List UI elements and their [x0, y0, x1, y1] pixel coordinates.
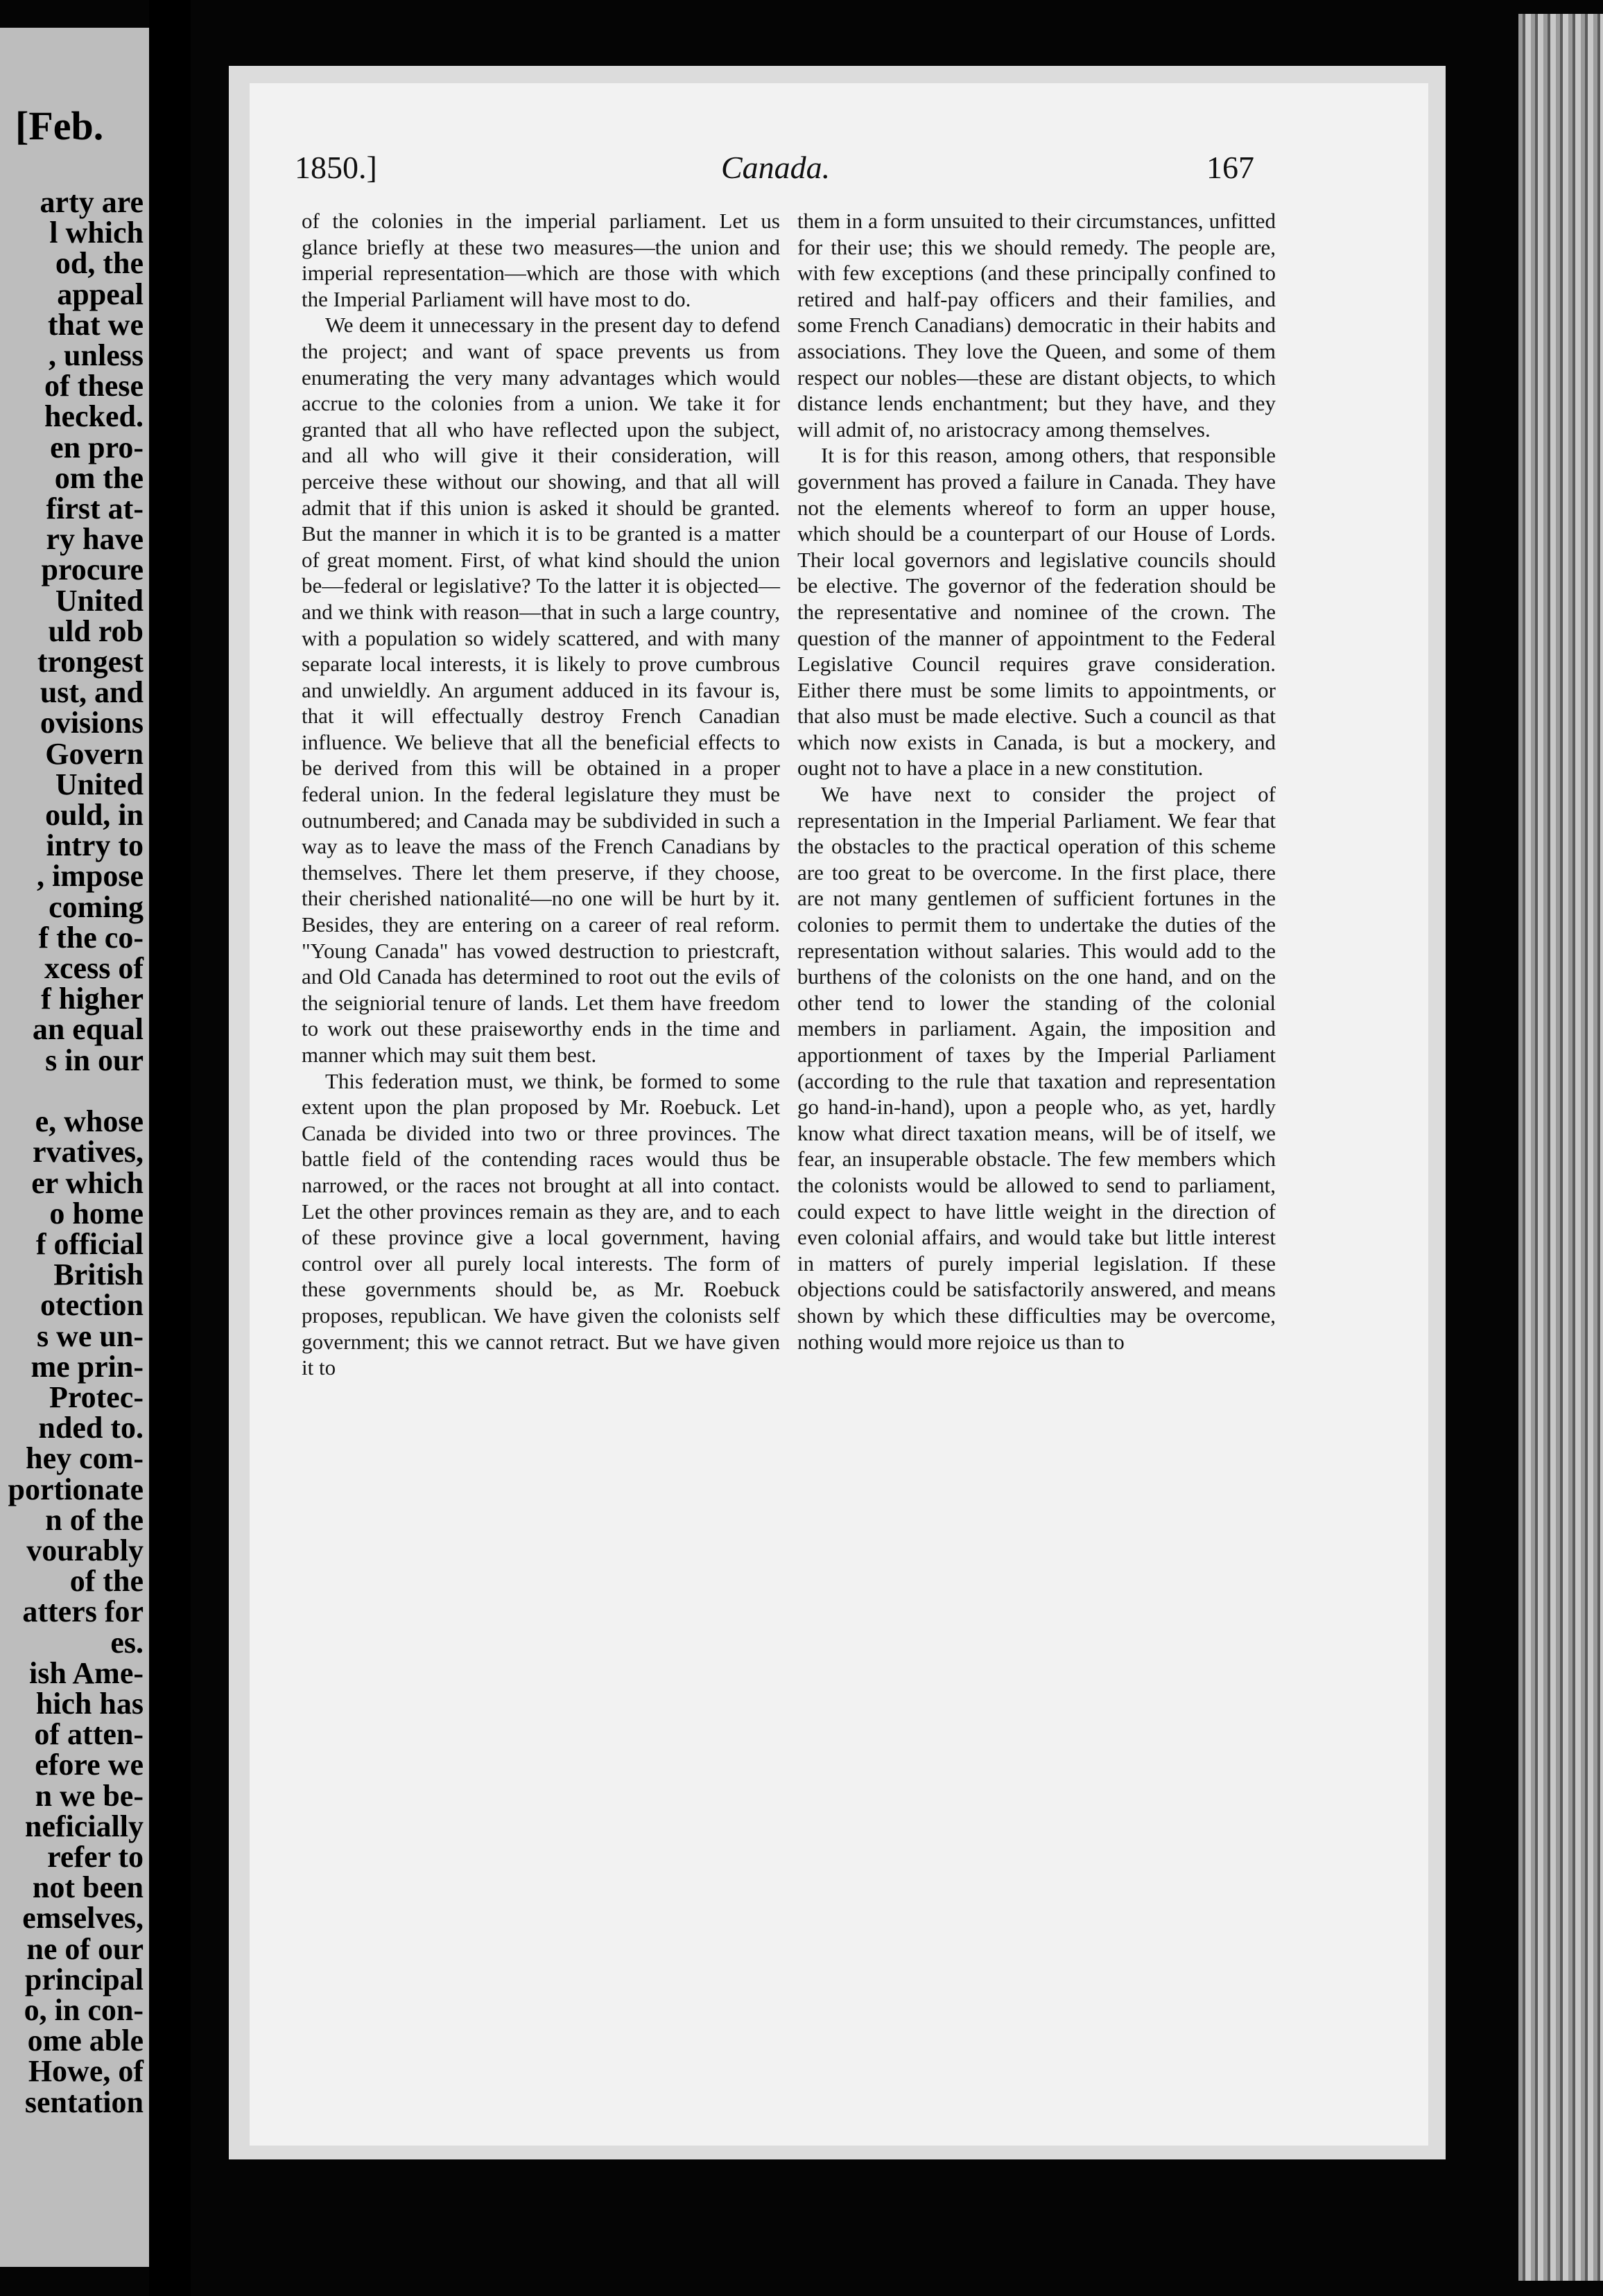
facing-page-line — [8, 1076, 144, 1106]
facing-page-line: s in our — [45, 1043, 144, 1077]
facing-page-line: procure — [41, 553, 144, 587]
text-column-left — [302, 208, 780, 1381]
paragraph: This federation must, we think, be formed to some extent upon the plan proposed by Mr. Roebuck. Let Canada be divided into two or three provinces. The battle field of the contending races would thus be narrowed, or the races not brought at all into contact. Let the other provinces remain as they are, and to each of these province give a local government, having control over all purely local interests. The form of these governments should be, as Mr. Roebuck proposes, republican. We have given the colonists self government; this we cannot retract. But we have given it to — [302, 1068, 780, 1380]
facing-page-line: United — [55, 583, 144, 618]
facing-page-line: British — [53, 1258, 144, 1292]
facing-page-line: otection — [40, 1288, 144, 1323]
facing-page-line: efore we — [35, 1748, 144, 1782]
facing-page-line: portionate — [8, 1472, 144, 1506]
facing-page-line: of these — [44, 369, 144, 403]
paragraph: It is for this reason, among others, that responsible government has proved a failure in Canada. They have not the elements whereof to form an upper house, which should be a counterpart of our House of Lords. Their local governors and legislative councils should be elective. The governor of the federation should be the representative and nominee of the crown. The question of the manner of appointment to the Federal Legislative Council requires grave consideration. Either there must be some limits to appointments, or that also must be made elective. Such a council as that which now exists in Canada, is but a mockery, and ought not to have a place in a new constitution. — [797, 443, 1276, 781]
facing-page-line: arty are — [40, 185, 144, 219]
page-number: 167 — [1206, 150, 1254, 185]
facing-page-line: , impose — [37, 859, 144, 894]
facing-page-line: hey com- — [26, 1441, 144, 1476]
facing-page-line: hecked. — [44, 399, 144, 434]
facing-page-line: e, whose — [35, 1104, 144, 1139]
paragraph: We have next to consider the project of representation in the Imperial Parliament. We fear that the obstacles to the practical operation of this scheme are too great to be overcome. In the first place, there are not many gentlemen of sufficient fortunes in the colonies to permit them to undertake the duties of the representation without salaries. This would add to the burthens of the colonists on the one hand, and on the other tend to lower the standing of the colonial members in parliament. Again, the imposition and apportionment of taxes by the Imperial Parliament (according to the rule that taxation and representation go hand-in-hand), upon a people who, as yet, hardly know what direct taxation means, will be of itself, we fear, an insuperable obstacle. The few members which the colonists would be allowed to send to parliament, could expect to have little weight in the direction of even colonial affairs, and would take but little interest in matters of purely imperial legislation. If these objections could be satisfactorily answered, and means shown by which these difficulties may be overcome, nothing would more rejoice us than to — [797, 782, 1276, 1354]
facing-page-line: of the — [69, 1564, 144, 1599]
facing-page-line: United — [55, 767, 144, 801]
facing-page-line: o, in con- — [24, 1992, 144, 2027]
facing-page-line: , unless — [49, 338, 144, 373]
facing-page-line: of atten- — [34, 1717, 144, 1752]
facing-page-line: appeal — [57, 277, 144, 311]
facing-page-line: er which — [31, 1165, 144, 1200]
facing-page-line: en pro- — [50, 430, 144, 464]
book-page-edges — [1518, 14, 1603, 2281]
text-column-right — [797, 208, 1276, 1355]
facing-page-line: hich has — [35, 1686, 144, 1721]
facing-page-line: ust, and — [40, 675, 144, 710]
facing-page-line: ovisions — [40, 706, 144, 740]
facing-page-line: trongest — [37, 645, 144, 679]
paragraph: them in a form unsuited to their circumstances, unfitted for their use; this we should remedy. The people are, with few exceptions (and these principally confined to retired and half-pay officers and their families, and some French Canadians) democratic in their habits and associations. They love the Queen, and some of them respect our nobles—these are distant objects, to which distance lends enchantment; but they have, and they will admit of, no aristocracy among themselves. — [797, 209, 1276, 442]
facing-page-line: sentation — [24, 2085, 144, 2119]
paragraph: of the colonies in the imperial parliament. Let us glance briefly at these two measures—the union and imperial representation—which are those with which the Imperial Parliament will have most to do. — [302, 209, 780, 311]
facing-page-line: Howe, of — [28, 2054, 144, 2089]
facing-page-line: an equal — [32, 1012, 144, 1047]
facing-page-line: neficially — [24, 1809, 144, 1843]
facing-page-lines — [8, 187, 144, 2118]
facing-page-line: uld rob — [48, 614, 144, 648]
paragraph: We deem it unnecessary in the present day to defend the project; and want of space prevents us from enumerating the very many advantages which would accrue to the colonies from a union. We take it for granted that all who have reflected upon the subject, and all who will give it their consideration, will perceive these without our showing, and that all will admit that if this union is asked it should be granted. But the manner in which it is to be granted is a matter of great moment. First, of what kind should the union be—federal or legislative? To the latter it is objected—and we think with reason—that in such a large country, with a population so widely scattered, and with many separate local interests, it is likely to prove cumbrous and unwieldly. An argument adduced in its favour is, that it will effectually destroy French Canadian influence. We believe that all the beneficial effects to be derived from this will be obtained in a proper federal union. In the federal legislature they must be outnumbered; and Canada may be subdivided in such a way as to leave the mass of the French Canadians by themselves. There let them preserve, if they choose, their cherished nationalité—no one will be hurt by it. Besides, they are entering on a career of real reform. "Young Canada" has vowed destruction to priestcraft, and Old Canada has determined to root out the evils of the seigniorial tenure of lands. Let them have freedom to work out these praiseworthy ends in the time and manner which may suit them best. — [302, 313, 780, 1067]
facing-page-line: nded to. — [38, 1411, 144, 1445]
facing-page-line: Govern — [45, 736, 144, 771]
facing-page-line: f higher — [41, 982, 144, 1016]
facing-page-line: f official — [35, 1226, 144, 1261]
facing-page-line: ne of our — [26, 1931, 144, 1966]
running-header-title: Canada. — [721, 150, 831, 185]
facing-page-line: ould, in — [45, 798, 144, 833]
facing-page-line: l which — [49, 216, 144, 250]
facing-page-line: rvatives, — [32, 1135, 144, 1169]
facing-page-line: n of the — [45, 1502, 144, 1537]
facing-page-line: emselves, — [22, 1901, 144, 1936]
running-header-date: 1850.] — [295, 150, 377, 185]
facing-page-line: atters for — [22, 1594, 144, 1629]
facing-page-line: not been — [32, 1870, 144, 1905]
facing-page-header: [Feb. — [15, 103, 104, 148]
facing-page-line: intry to — [46, 828, 144, 863]
facing-page-line: xcess of — [44, 951, 144, 986]
facing-page-line: om the — [54, 460, 144, 495]
facing-page-line: f the co- — [38, 920, 144, 955]
facing-page-line: first at- — [46, 492, 144, 526]
facing-page-line: n we be- — [35, 1778, 144, 1813]
facing-page-line: ome able — [27, 2024, 144, 2058]
facing-page-line: ry have — [46, 522, 144, 557]
facing-page-line: ish Ame- — [29, 1655, 144, 1690]
facing-page-line: Protec- — [49, 1380, 144, 1414]
facing-page-line: principal — [24, 1962, 144, 1997]
facing-page-line: o home — [49, 1196, 144, 1230]
facing-page-fragment — [0, 28, 149, 2267]
facing-page-line: s we un- — [36, 1319, 144, 1353]
facing-page-line: vourably — [26, 1533, 144, 1567]
facing-page-line: od, the — [55, 246, 144, 281]
facing-page-line: refer to — [47, 1839, 144, 1874]
facing-page-line: that we — [47, 307, 144, 342]
facing-page-line: coming — [49, 889, 144, 924]
facing-page-line: me prin- — [31, 1349, 144, 1384]
book-spine — [149, 0, 191, 2296]
facing-page-line: es. — [110, 1625, 144, 1660]
